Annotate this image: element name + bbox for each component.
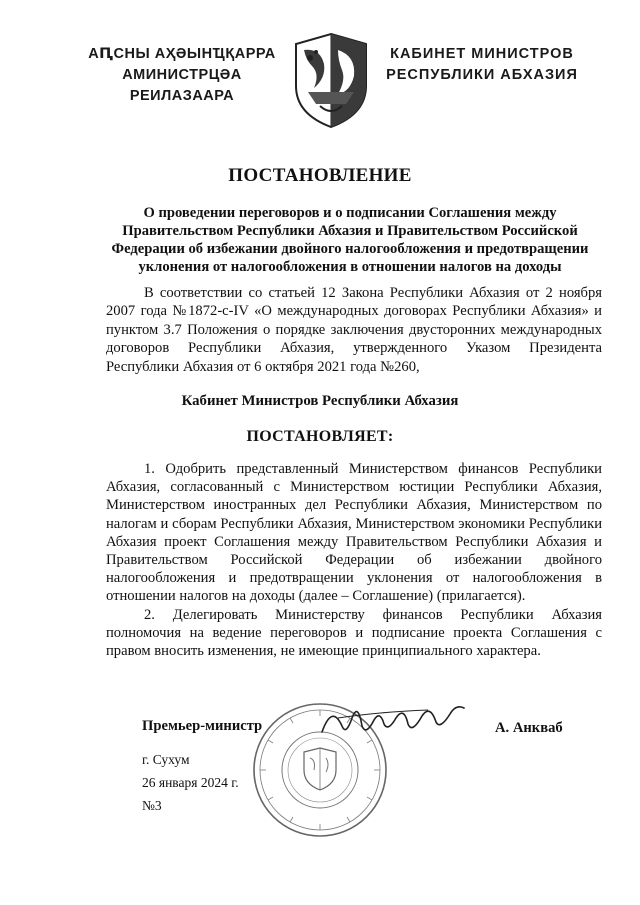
- header-russian: [384, 44, 580, 86]
- decree-item: 2. Делегировать Министерству финансов Республики Абхазия полномочия на ведение переговоров и подписание проекта Соглашения с правом вносить изменения, не имеющие принципиального характера.: [106, 606, 602, 660]
- header-abkhaz-line1: АԤСНЫ АҲӘЫНҴҚАРРА: [88, 46, 276, 62]
- header-abkhaz: [76, 44, 288, 107]
- document-title: ПОСТАНОВЛЕНИЕ: [228, 165, 412, 186]
- signatory-name: А. Анкваб: [495, 720, 563, 736]
- coat-of-arms-emblem: [290, 30, 372, 130]
- header-abkhaz-line2: АМИНИСТРЦӘА РЕИЛАЗААРА: [122, 67, 242, 104]
- preamble-paragraph: В соответствии со статьей 12 Закона Республики Абхазия от 2 ноября 2007 года №1872-с-IV «О международных договорах Республики Абхазия» и пунктом 3.7 Положения о порядке заключения двусторонних международных договоров Республики Абхазия, утвержденного Указом Президента Республики Абхазия от 6 октября 2021 года №260,: [106, 285, 602, 375]
- issue-date: 26 января 2024 г.: [142, 775, 239, 790]
- document-subject: О проведении переговоров и о подписании Соглашения между Правительством Республики Абхазия и Правительством Российской Федерации об избежании двойного налогообложения и предотвращении уклонения от налогообложения в отношении налогов на доходы: [111, 205, 589, 275]
- issue-city: г. Сухум: [142, 752, 190, 767]
- handwritten-signature: [318, 696, 468, 742]
- header-russian-line1: КАБИНЕТ МИНИСТРОВ: [390, 46, 574, 62]
- decree-items: [106, 460, 602, 660]
- signatory-title: Премьер-министр: [142, 718, 263, 734]
- header-russian-line2: РЕСПУБЛИКИ АБХАЗИЯ: [386, 67, 578, 83]
- decree-heading: ПОСТАНОВЛЯЕТ:: [246, 428, 394, 445]
- decree-item: 1. Одобрить представленный Министерством финансов Республики Абхазия, согласованный с Министерством юстиции Республики Абхазия, Министерством иностранных дел Республики Абхазия, Министерством по налогам и сборам Республики Абхазия, Министерством экономики Республики Абхазия проект Соглашения между Правительством Республики Абхазия и Правительством Российской Федерации об избежании двойного налогообложения и предотвращении уклонения от налогообложения в отношении налогов на доходы (далее – Соглашение) (прилагается).: [106, 461, 602, 605]
- issuing-body: Кабинет Министров Республики Абхазия: [181, 393, 459, 409]
- document-number: №3: [142, 798, 162, 813]
